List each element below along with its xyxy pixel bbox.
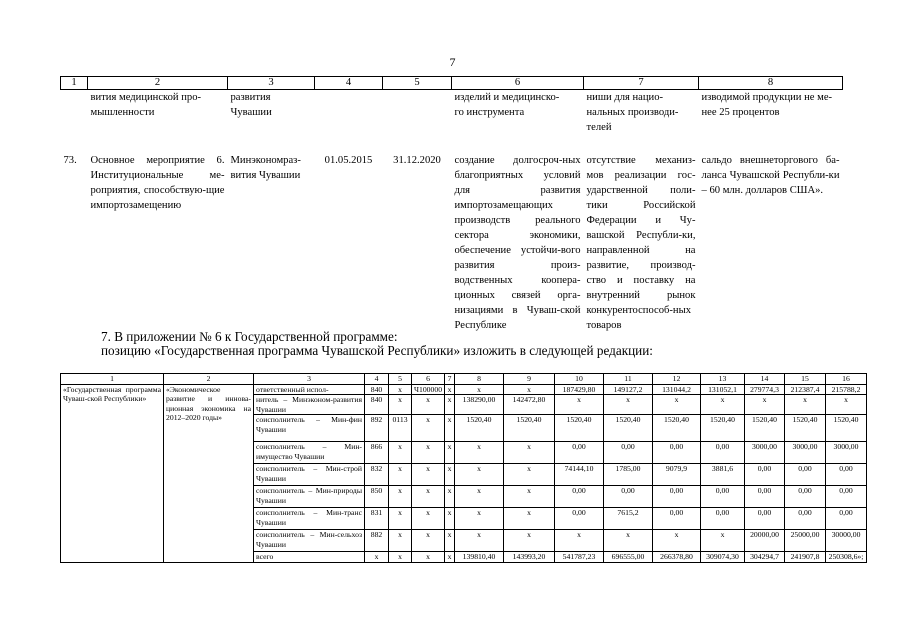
- cell: х: [389, 530, 412, 552]
- header-cell: 3: [254, 374, 365, 385]
- cell: х: [653, 530, 701, 552]
- cell: 696555,00: [604, 552, 653, 562]
- cell: х: [555, 395, 604, 415]
- cell: 212387,4: [785, 385, 826, 395]
- cell: 0,00: [785, 486, 826, 508]
- cell: 304294,7: [745, 552, 785, 562]
- cell: 0,00: [745, 486, 785, 508]
- cell: 831: [365, 508, 389, 530]
- header-cell: 12: [653, 374, 701, 385]
- header-cell: 4: [365, 374, 389, 385]
- cell: х: [412, 486, 445, 508]
- header-cell: 11: [604, 374, 653, 385]
- cell: 0,00: [701, 486, 745, 508]
- cell: 0,00: [701, 442, 745, 464]
- cell: 892: [365, 415, 389, 442]
- cell: 1520,40: [604, 415, 653, 442]
- cell: 1520,40: [826, 415, 867, 442]
- cell: ниши для нацио- нальных производи- телей: [586, 92, 679, 133]
- indicator-cell: сальдо внешнеторгового ба-ланса Чувашской Республи-ки – 60 млн. долларов США».: [701, 155, 840, 196]
- cell: 3000,00: [785, 442, 826, 464]
- cell: 74144,10: [555, 464, 604, 486]
- cell: 0,00: [701, 508, 745, 530]
- cell: 0,00: [826, 464, 867, 486]
- cell: изводимой продукции не ме- нее 25 процентов: [701, 92, 833, 118]
- header-cell: 6: [412, 374, 445, 385]
- header-cell: 2: [88, 77, 228, 90]
- cell: 1520,40: [504, 415, 555, 442]
- cell: 1520,40: [653, 415, 701, 442]
- executor-cell: соисполнитель – Мин-имущество Чувашии: [254, 442, 365, 464]
- header-cell: 1: [61, 77, 88, 90]
- cell: х: [455, 385, 504, 395]
- executor-cell: нитель – Минэконом-развития Чувашии: [254, 395, 365, 415]
- activity-cell: Основное мероприятие 6. Институциональные ме-роприятия, способствую-щие импортозамещению: [90, 155, 225, 211]
- cell: х: [412, 442, 445, 464]
- cell: 266378,80: [653, 552, 701, 562]
- continuation-row: [61, 90, 843, 154]
- cell: 143993,20: [504, 552, 555, 562]
- cell: изделий и медицинско- го инструмента: [454, 92, 560, 118]
- status-cell: «Государственная программа Чуваш-ской Республики»: [61, 385, 164, 563]
- cell: 0,00: [785, 508, 826, 530]
- cell: 1520,40: [455, 415, 504, 442]
- cell: 1785,00: [604, 464, 653, 486]
- cell: 0,00: [653, 486, 701, 508]
- executor-cell: соисполнитель – Мин-природы Чувашии: [254, 486, 365, 508]
- cell: х: [455, 486, 504, 508]
- section-instruction: позицию «Государственная программа Чувашской Республики» изложить в следующей редакции:: [101, 343, 653, 358]
- cell: х: [365, 552, 389, 562]
- cell: х: [445, 442, 455, 464]
- row-number: 73.: [63, 155, 77, 166]
- header-cell: 4: [315, 77, 383, 90]
- header-cell: 1: [61, 374, 164, 385]
- lower-table-header-row: [61, 374, 867, 385]
- header-cell: 7: [445, 374, 455, 385]
- cell: 215788,2: [826, 385, 867, 395]
- header-cell: 9: [504, 374, 555, 385]
- cell: х: [826, 395, 867, 415]
- cell: 0,00: [785, 464, 826, 486]
- cell: 149127,2: [604, 385, 653, 395]
- header-cell: 8: [699, 77, 843, 90]
- cell: х: [504, 464, 555, 486]
- cell: х: [412, 530, 445, 552]
- cell: х: [445, 552, 455, 562]
- upper-table-header-row: [61, 77, 843, 90]
- cell: 0,00: [604, 486, 653, 508]
- cell: х: [389, 442, 412, 464]
- cell: х: [389, 508, 412, 530]
- cell: 241907,8: [785, 552, 826, 562]
- cell: 139810,40: [455, 552, 504, 562]
- cell: х: [445, 508, 455, 530]
- cell: х: [412, 415, 445, 442]
- cell: 0,00: [555, 442, 604, 464]
- cell: 279774,3: [745, 385, 785, 395]
- cell: 131044,2: [653, 385, 701, 395]
- cell: 850: [365, 486, 389, 508]
- cell: 187429,80: [555, 385, 604, 395]
- header-cell: 16: [826, 374, 867, 385]
- header-cell: 7: [584, 77, 699, 90]
- cell: х: [701, 530, 745, 552]
- cell: 7615,2: [604, 508, 653, 530]
- cell: 0,00: [653, 442, 701, 464]
- cell: х: [504, 385, 555, 395]
- header-cell: 15: [785, 374, 826, 385]
- executor-cell: соисполнитель – Мин-строй Чувашии: [254, 464, 365, 486]
- cell: 866: [365, 442, 389, 464]
- executor-cell: соисполнитель – Мин-транс Чувашии: [254, 508, 365, 530]
- cell: х: [389, 552, 412, 562]
- cell: 0,00: [826, 486, 867, 508]
- cell: 0,00: [555, 508, 604, 530]
- cell: 541787,23: [555, 552, 604, 562]
- cell: 832: [365, 464, 389, 486]
- cell: [61, 90, 88, 154]
- table-row: [61, 385, 867, 395]
- cell: х: [445, 464, 455, 486]
- cell: 3881,6: [701, 464, 745, 486]
- cell: 30000,00: [826, 530, 867, 552]
- cell: Ч100000: [412, 385, 445, 395]
- cell: 0113: [389, 415, 412, 442]
- end-date-cell: 31.12.2020: [393, 155, 441, 166]
- executor-cell: соисполнитель – Мин-сельхоз Чувашии: [254, 530, 365, 552]
- header-cell: 14: [745, 374, 785, 385]
- executor-cell: соисполнитель – Мин-фин Чувашии: [254, 415, 365, 442]
- cell: 882: [365, 530, 389, 552]
- cell: вития медицинской про- мышленности: [90, 92, 202, 118]
- cell: х: [389, 486, 412, 508]
- cell: 131052,1: [701, 385, 745, 395]
- cell: х: [745, 395, 785, 415]
- page-number: 7: [449, 55, 456, 69]
- executor-cell: Минэкономраз- вития Чувашии: [230, 155, 301, 181]
- cell: 3000,00: [745, 442, 785, 464]
- cell: 1520,40: [701, 415, 745, 442]
- header-cell: 10: [555, 374, 604, 385]
- cell: х: [504, 486, 555, 508]
- cell: 138290,00: [455, 395, 504, 415]
- cell: 250308,6»;: [826, 552, 867, 562]
- cell: [383, 90, 452, 154]
- executor-cell: всего: [254, 552, 365, 562]
- start-date-cell: 01.05.2015: [324, 155, 373, 166]
- lower-table: [60, 373, 867, 563]
- header-cell: 3: [228, 77, 315, 90]
- row-73: [61, 153, 843, 333]
- cell: х: [455, 530, 504, 552]
- cell: х: [389, 385, 412, 395]
- cell: х: [455, 464, 504, 486]
- executor-cell: ответственный испол-: [254, 385, 365, 395]
- cell: х: [412, 395, 445, 415]
- result-cell: создание долгосроч-ных благоприятных условий для развития импортозамещающих производств реального сектора экономики, обеспечение устойчи-вого развития произ-водственных коопера-ционных связей орга-низациями в Чуваш-ской Республике: [454, 155, 581, 331]
- cell: 20000,00: [745, 530, 785, 552]
- upper-table: [60, 76, 843, 333]
- cell: х: [604, 530, 653, 552]
- cell: 25000,00: [785, 530, 826, 552]
- cell: х: [604, 395, 653, 415]
- cell: х: [504, 530, 555, 552]
- header-cell: 5: [389, 374, 412, 385]
- cell: 0,00: [653, 508, 701, 530]
- cell: 1520,40: [555, 415, 604, 442]
- cell: х: [455, 442, 504, 464]
- cell: х: [445, 385, 455, 395]
- cell: развития Чувашии: [230, 92, 272, 118]
- cell: х: [445, 486, 455, 508]
- cell: 0,00: [745, 508, 785, 530]
- cell: 0,00: [826, 508, 867, 530]
- cell: х: [701, 395, 745, 415]
- cell: [315, 90, 383, 154]
- cell: х: [412, 508, 445, 530]
- header-cell: 8: [455, 374, 504, 385]
- cell: х: [445, 395, 455, 415]
- cell: х: [555, 530, 604, 552]
- header-cell: 5: [383, 77, 452, 90]
- cell: х: [445, 415, 455, 442]
- cell: х: [445, 530, 455, 552]
- cell: 840: [365, 395, 389, 415]
- cell: х: [412, 464, 445, 486]
- cell: х: [412, 552, 445, 562]
- cell: 3000,00: [826, 442, 867, 464]
- header-cell: 6: [452, 77, 584, 90]
- cell: 142472,80: [504, 395, 555, 415]
- cell: 9079,9: [653, 464, 701, 486]
- cell: х: [455, 508, 504, 530]
- cell: х: [653, 395, 701, 415]
- cell: 0,00: [555, 486, 604, 508]
- cell: х: [785, 395, 826, 415]
- header-cell: 2: [164, 374, 254, 385]
- program-name-cell: «Экономическое развитие и иннова-ционная экономика на 2012–2020 годы»: [164, 385, 254, 563]
- cell: х: [504, 442, 555, 464]
- consequence-cell: отсутствие механиз-мов реализации гос-ударственной поли-тики Российской Федерации и Чу-вашской Республи-ки, направленной на развитие, производ-ство и поставку на внутренний рынок конкурентоспособ-ных товаров: [586, 155, 696, 331]
- cell: 309074,30: [701, 552, 745, 562]
- cell: х: [389, 464, 412, 486]
- cell: х: [504, 508, 555, 530]
- cell: 0,00: [745, 464, 785, 486]
- cell: 0,00: [604, 442, 653, 464]
- cell: 1520,40: [785, 415, 826, 442]
- header-cell: 13: [701, 374, 745, 385]
- cell: 1520,40: [745, 415, 785, 442]
- cell: 840: [365, 385, 389, 395]
- section-heading: 7. В приложении № 6 к Государственной программе:: [101, 329, 398, 344]
- cell: х: [389, 395, 412, 415]
